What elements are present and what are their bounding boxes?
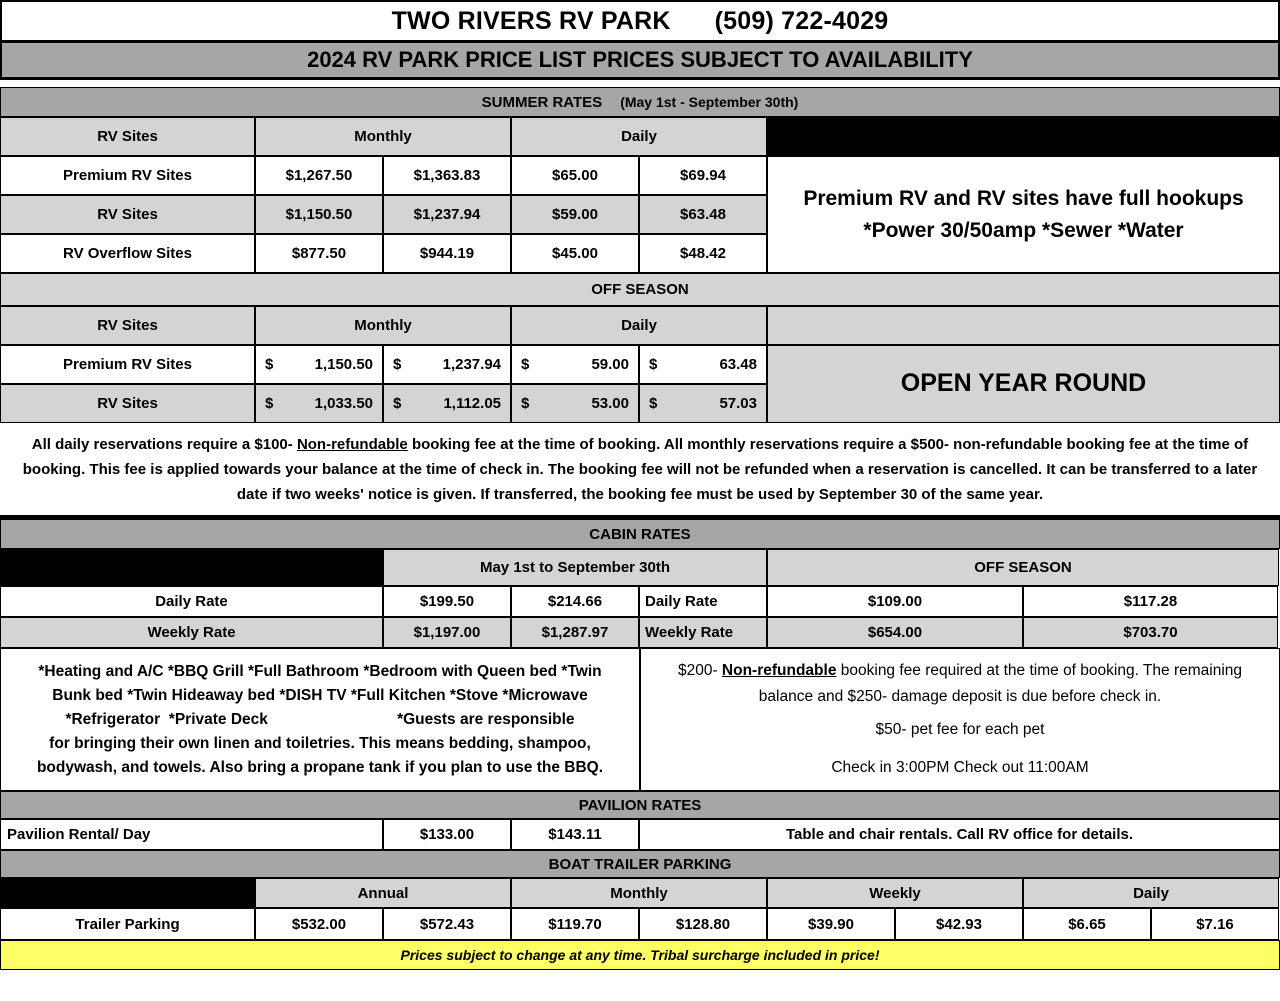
boat-daily-b: $7.16 xyxy=(1151,908,1279,940)
boat-header-daily: Daily xyxy=(1023,878,1279,908)
summer-header-daily: Daily xyxy=(511,117,767,156)
booking-policy-part2: booking fee at the time of booking. All monthly reservations require a $500- non-refundable booking fee at the time of booking. This fee is applied towards your balance at the time of check in. The booking fee will not be refunded when a reservation is cancelled. It can be transferred to a later date if two weeks' notice is given. If transferred, the booking fee must be used by September 30 of the same year. xyxy=(22,436,1258,503)
summer-row2-monthly-b: $944.19 xyxy=(383,234,511,273)
currency-symbol: $ xyxy=(393,394,402,412)
page-subtitle: 2024 RV PARK PRICE LIST PRICES SUBJECT TO AVAILABILITY xyxy=(0,40,1280,80)
booking-policy-paragraph xyxy=(0,423,1280,515)
offseason-row1-monthly-b xyxy=(383,384,511,423)
boat-monthly-b: $128.80 xyxy=(639,908,767,940)
boat-annual-b: $572.43 xyxy=(383,908,511,940)
cabin-amenity-line: for bringing their own linen and toiletries. This means bedding, shampoo, xyxy=(49,734,591,752)
summer-row1-monthly-b: $1,237.94 xyxy=(383,195,511,234)
pavilion-price-a: $133.00 xyxy=(383,819,511,850)
boat-table-header-row xyxy=(0,878,1280,908)
offseason-row0-monthly-b xyxy=(383,345,511,384)
park-name: TWO RIVERS RV PARK xyxy=(391,6,671,35)
summer-row0-monthly-b: $1,363.83 xyxy=(383,156,511,195)
value: 63.48 xyxy=(719,355,757,373)
cabin-pet-fee: $50- pet fee for each pet xyxy=(875,720,1045,738)
summer-rates-dates: (May 1st - September 30th) xyxy=(620,94,799,110)
cabin-row1-summer-a: $1,197.00 xyxy=(383,617,511,648)
summer-row0-daily-b: $69.94 xyxy=(639,156,767,195)
cabin-table-header-row xyxy=(0,549,1280,586)
cabin-row1-label: Weekly Rate xyxy=(0,617,383,648)
summer-header-spacer xyxy=(767,117,1280,156)
cabin-rates-section-header: CABIN RATES xyxy=(0,519,1280,549)
currency-symbol: $ xyxy=(649,394,658,412)
cabin-row1-off-a: $654.00 xyxy=(767,617,1023,648)
offseason-row0-daily-b xyxy=(639,345,767,384)
offseason-row0-monthly-a xyxy=(255,345,383,384)
summer-table-body xyxy=(0,156,1280,273)
header-gap xyxy=(0,80,1280,87)
offseason-table-body xyxy=(0,345,1280,423)
cabin-check-times: Check in 3:00PM Check out 11:00AM xyxy=(831,759,1089,777)
summer-row1-daily-a: $59.00 xyxy=(511,195,639,234)
park-phone: (509) 722-4029 xyxy=(714,6,889,35)
offseason-row1-daily-a xyxy=(511,384,639,423)
cabin-row1-off-b: $703.70 xyxy=(1023,617,1278,648)
open-year-round-text: OPEN YEAR ROUND xyxy=(900,369,1147,398)
boat-weekly-b: $42.93 xyxy=(895,908,1023,940)
cabin-fee-panel xyxy=(640,648,1280,791)
currency-symbol: $ xyxy=(521,394,530,412)
booking-policy-underlined: Non-refundable xyxy=(296,436,408,453)
cabin-fee-spacer xyxy=(651,743,1269,755)
table-row xyxy=(0,819,1280,850)
summer-rates-section-header xyxy=(0,87,1280,117)
offseason-section-header: OFF SEASON xyxy=(0,273,1280,306)
table-row xyxy=(0,586,1280,617)
offseason-row1-label: RV Sites xyxy=(0,384,255,423)
summer-rates-label: SUMMER RATES xyxy=(481,93,603,111)
value: 1,112.05 xyxy=(443,394,501,412)
value: 53.00 xyxy=(591,394,629,412)
currency-symbol: $ xyxy=(649,355,658,373)
summer-table-header-row xyxy=(0,117,1280,156)
cabin-amenity-line: Bunk bed *Twin Hideaway bed *DISH TV *Full Kitchen *Stove *Microwave xyxy=(52,686,588,704)
offseason-row0-daily-a xyxy=(511,345,639,384)
summer-header-monthly: Monthly xyxy=(255,117,511,156)
boat-monthly-a: $119.70 xyxy=(511,908,639,940)
summer-row2-daily-b: $48.42 xyxy=(639,234,767,273)
pavilion-row-label: Pavilion Rental/ Day xyxy=(0,819,383,850)
currency-symbol: $ xyxy=(265,394,274,412)
page-title xyxy=(0,0,1280,40)
cabin-fee-suffix: booking fee required at the time of booking. The remaining balance and $250- damage deposit is due before check in. xyxy=(758,662,1243,706)
offseason-header-spacer xyxy=(767,306,1280,345)
currency-symbol: $ xyxy=(521,355,530,373)
pavilion-note: Table and chair rentals. Call RV office for details. xyxy=(639,819,1280,850)
value: 1,150.50 xyxy=(314,355,373,373)
offseason-row0-label: Premium RV Sites xyxy=(0,345,255,384)
summer-row0-monthly-a: $1,267.50 xyxy=(255,156,383,195)
cabin-row1-off-label: Weekly Rate xyxy=(639,617,767,648)
table-row xyxy=(0,617,1280,648)
summer-row0-daily-a: $65.00 xyxy=(511,156,639,195)
cabin-fee-prefix: $200- xyxy=(677,662,722,680)
cabin-amenity-line: *Refrigerator *Private Deck *Guests are responsible xyxy=(65,710,575,728)
pavilion-price-b: $143.11 xyxy=(511,819,639,850)
table-row xyxy=(0,234,767,273)
boat-row-label: Trailer Parking xyxy=(0,908,255,940)
cabin-amenity-line: *Heating and A/C *BBQ Grill *Full Bathroom *Bedroom with Queen bed *Twin xyxy=(38,662,602,680)
cabin-header-spacer xyxy=(0,549,383,586)
cabin-amenity-line: bodywash, and towels. Also bring a propane tank if you plan to use the BBQ. xyxy=(36,758,604,776)
boat-annual-a: $532.00 xyxy=(255,908,383,940)
offseason-row1-daily-b xyxy=(639,384,767,423)
boat-daily-a: $6.65 xyxy=(1023,908,1151,940)
boat-header-monthly: Monthly xyxy=(511,878,767,908)
cabin-row0-off-label: Daily Rate xyxy=(639,586,767,617)
summer-row1-daily-b: $63.48 xyxy=(639,195,767,234)
cabin-row0-label: Daily Rate xyxy=(0,586,383,617)
value: 59.00 xyxy=(591,355,629,373)
cabin-details-row xyxy=(0,648,1280,791)
summer-row1-monthly-a: $1,150.50 xyxy=(255,195,383,234)
cabin-row0-summer-a: $199.50 xyxy=(383,586,511,617)
summer-row2-label: RV Overflow Sites xyxy=(0,234,255,273)
hookups-note-line1: Premium RV and RV sites have full hookups xyxy=(803,187,1244,210)
open-year-round-panel xyxy=(767,345,1280,423)
boat-header-weekly: Weekly xyxy=(767,878,1023,908)
cabin-header-offseason: OFF SEASON xyxy=(767,549,1279,586)
table-row xyxy=(0,195,767,234)
table-row xyxy=(0,156,767,195)
summer-header-sites: RV Sites xyxy=(0,117,255,156)
cabin-row1-summer-b: $1,287.97 xyxy=(511,617,639,648)
cabin-fee-underlined: Non-refundable xyxy=(721,662,837,680)
offseason-table-header-row xyxy=(0,306,1280,345)
value: 1,237.94 xyxy=(442,355,501,373)
boat-header-spacer xyxy=(0,878,255,908)
cabin-row0-off-a: $109.00 xyxy=(767,586,1023,617)
currency-symbol: $ xyxy=(393,355,402,373)
boat-header-annual: Annual xyxy=(255,878,511,908)
cabin-fee-text xyxy=(651,658,1269,711)
summer-row2-daily-a: $45.00 xyxy=(511,234,639,273)
summer-row1-label: RV Sites xyxy=(0,195,255,234)
cabin-amenities-panel xyxy=(0,648,640,791)
boat-weekly-a: $39.90 xyxy=(767,908,895,940)
pavilion-section-header: PAVILION RATES xyxy=(0,791,1280,819)
value: 1,033.50 xyxy=(314,394,373,412)
offseason-row1-monthly-a xyxy=(255,384,383,423)
offseason-header-sites: RV Sites xyxy=(0,306,255,345)
currency-symbol: $ xyxy=(265,355,274,373)
offseason-header-monthly: Monthly xyxy=(255,306,511,345)
booking-policy-part1: All daily reservations require a $100- xyxy=(31,436,297,453)
cabin-row0-summer-b: $214.66 xyxy=(511,586,639,617)
table-row xyxy=(0,908,1280,940)
footer-disclaimer: Prices subject to change at any time. Tribal surcharge included in price! xyxy=(0,940,1280,970)
table-row xyxy=(0,384,767,423)
boat-section-header: BOAT TRAILER PARKING xyxy=(0,850,1280,878)
value: 57.03 xyxy=(719,394,757,412)
cabin-row0-off-b: $117.28 xyxy=(1023,586,1278,617)
hookups-note-panel xyxy=(767,156,1280,273)
summer-row0-label: Premium RV Sites xyxy=(0,156,255,195)
summer-row2-monthly-a: $877.50 xyxy=(255,234,383,273)
hookups-note-line2: *Power 30/50amp *Sewer *Water xyxy=(863,218,1184,242)
offseason-header-daily: Daily xyxy=(511,306,767,345)
table-row xyxy=(0,345,767,384)
cabin-header-summer: May 1st to September 30th xyxy=(383,549,767,586)
